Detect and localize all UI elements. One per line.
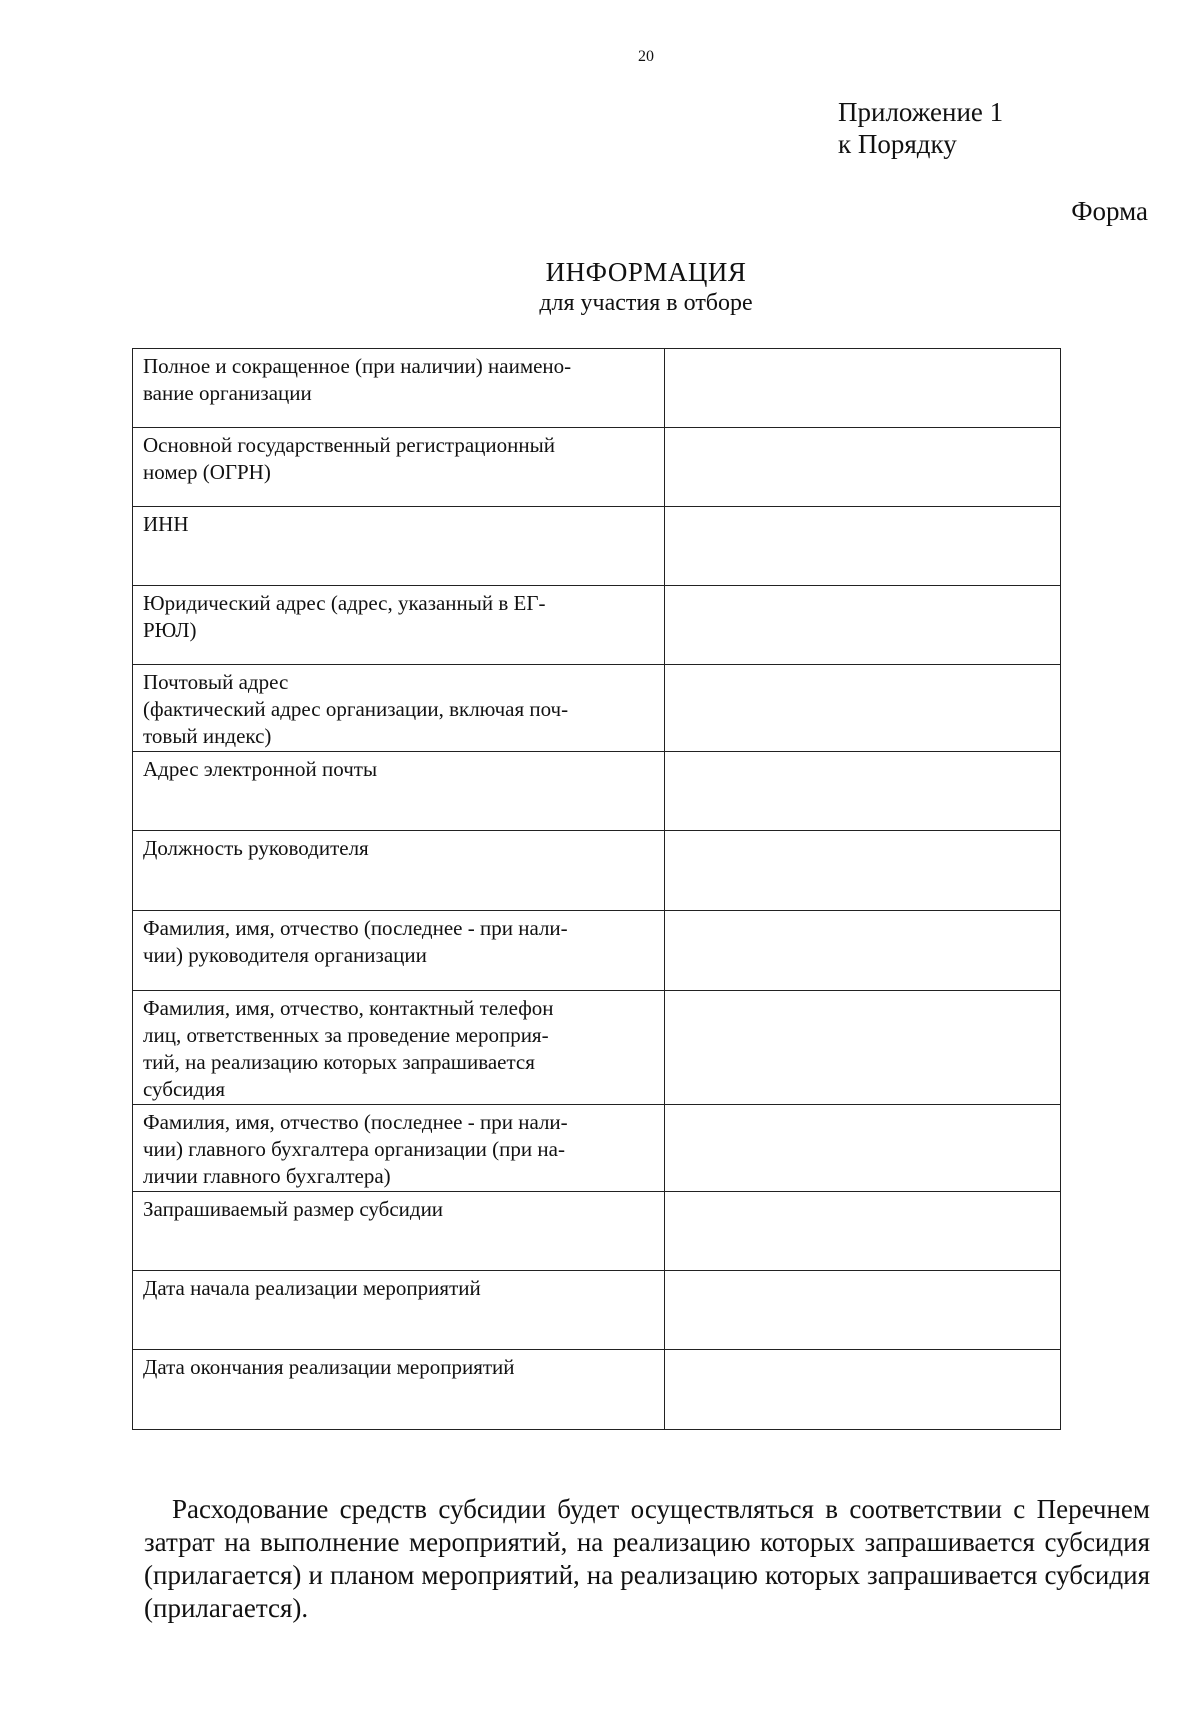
row-label: Запрашиваемый размер субсидии <box>133 1192 665 1271</box>
row-value-cell[interactable] <box>664 1105 1060 1192</box>
table-row <box>133 991 1061 1105</box>
row-value-cell[interactable] <box>664 831 1060 911</box>
row-value-cell[interactable] <box>664 586 1060 665</box>
table-row <box>133 752 1061 831</box>
row-value-cell[interactable] <box>664 911 1060 991</box>
closing-paragraph: Расходование средств субсидии будет осуществляться в соответствии с Перечнем затрат на выполнение мероприятий, на реализацию которых запрашивается субсидия (прилагается) и планом мероприятий, на реализацию которых запрашивается субсидия (прилагается). <box>144 1494 1150 1623</box>
table-row <box>133 507 1061 586</box>
row-value-cell[interactable] <box>664 1271 1060 1350</box>
row-value-cell[interactable] <box>664 752 1060 831</box>
row-label: Фамилия, имя, отчество, контактный телефон лиц, ответственных за проведение мероприя- тий, на реализацию которых запрашивается субсидия <box>133 991 665 1105</box>
table-row <box>133 1271 1061 1350</box>
document-subtitle: для участия в отборе <box>539 290 753 316</box>
info-table-body <box>133 349 1061 1430</box>
row-label: Основной государственный регистрационный номер (ОГРН) <box>133 428 665 507</box>
table-row <box>133 586 1061 665</box>
row-label: Дата окончания реализации мероприятий <box>133 1350 665 1430</box>
info-table <box>132 348 1061 1430</box>
row-label: Полное и сокращенное (при наличии) наимено- вание организации <box>133 349 665 428</box>
table-row <box>133 831 1061 911</box>
appendix-reference <box>838 96 1003 160</box>
row-label: ИНН <box>133 507 665 586</box>
row-value-cell[interactable] <box>664 507 1060 586</box>
table-row <box>133 911 1061 991</box>
row-value-cell[interactable] <box>664 1350 1060 1430</box>
row-value-cell[interactable] <box>664 428 1060 507</box>
table-row <box>133 428 1061 507</box>
row-value-cell[interactable] <box>664 1192 1060 1271</box>
table-row <box>133 1192 1061 1271</box>
row-value-cell[interactable] <box>664 349 1060 428</box>
title-block <box>0 256 1200 318</box>
row-value-cell[interactable] <box>664 665 1060 752</box>
table-row <box>133 1350 1061 1430</box>
row-label: Фамилия, имя, отчество (последнее - при нали- чии) руководителя организации <box>133 911 665 991</box>
row-label: Адрес электронной почты <box>133 752 665 831</box>
document-title: ИНФОРМАЦИЯ <box>545 257 747 287</box>
row-label: Юридический адрес (адрес, указанный в ЕГ- РЮЛ) <box>133 586 665 665</box>
row-label: Почтовый адрес (фактический адрес организации, включая поч- товый индекс) <box>133 665 665 752</box>
row-label: Дата начала реализации мероприятий <box>133 1271 665 1350</box>
form-label: Форма <box>1071 196 1148 226</box>
row-value-cell[interactable] <box>664 991 1060 1105</box>
table-row <box>133 349 1061 428</box>
row-label: Фамилия, имя, отчество (последнее - при нали- чии) главного бухгалтера организации (при на- личии главного бухгалтера) <box>133 1105 665 1192</box>
table-row <box>133 665 1061 752</box>
appendix-line-2: к Порядку <box>838 129 957 159</box>
row-label: Должность руководителя <box>133 831 665 911</box>
table-row <box>133 1105 1061 1192</box>
page-number: 20 <box>638 48 654 65</box>
appendix-line-1: Приложение 1 <box>838 97 1004 127</box>
